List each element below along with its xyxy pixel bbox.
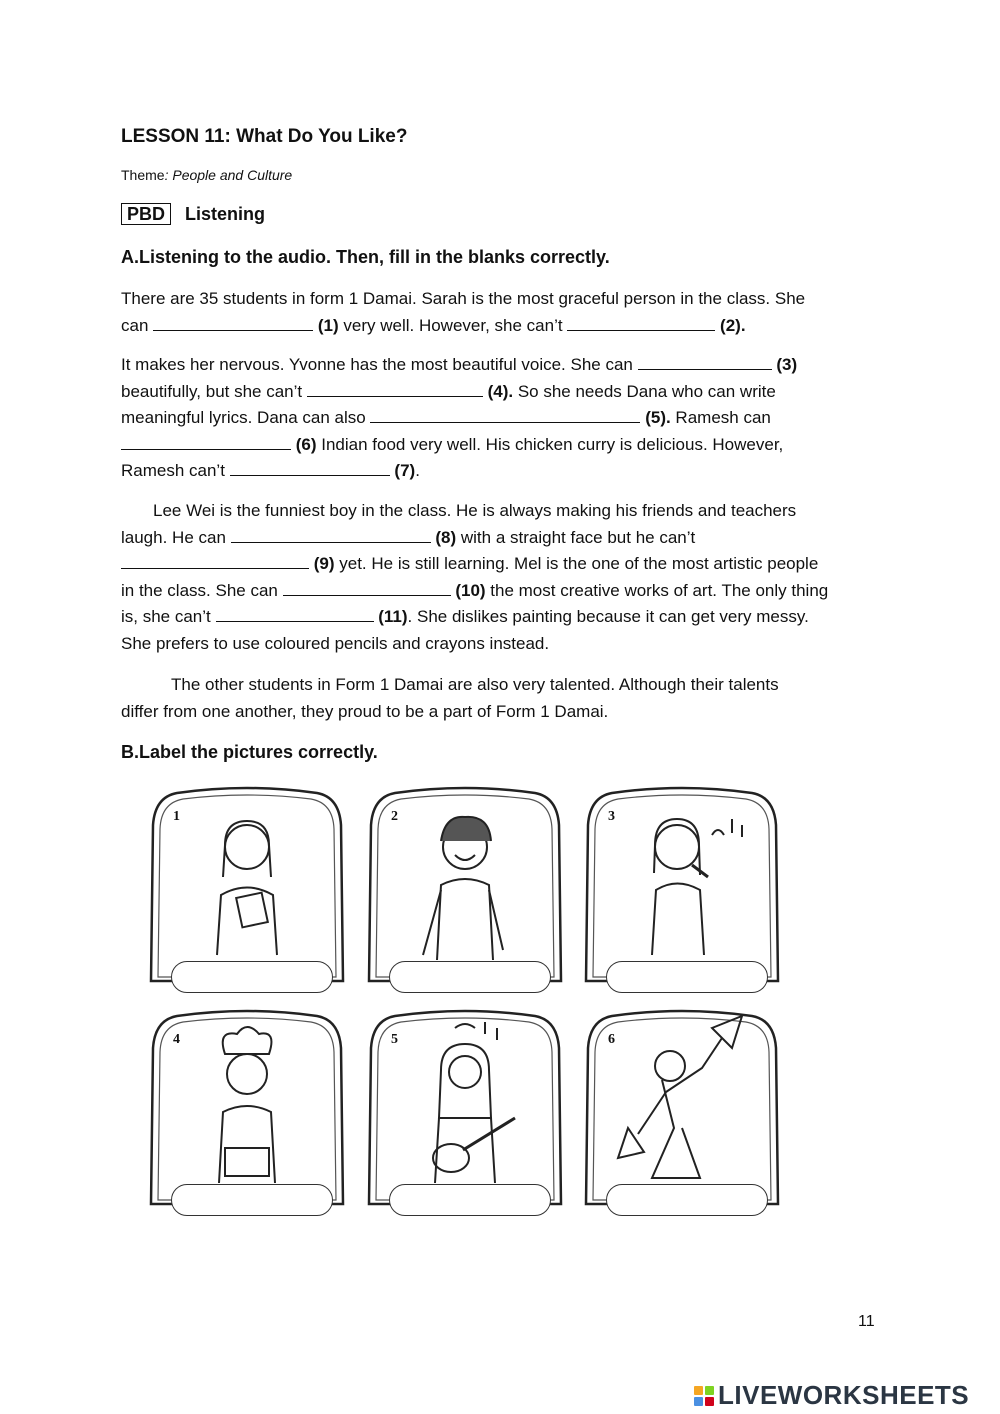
section-b-heading: B.Label the pictures correctly.: [121, 742, 378, 762]
text-fragment: in the class. She can: [121, 580, 283, 600]
blank-number: (5).: [645, 408, 671, 428]
blank-number: (8): [435, 527, 457, 547]
theme-value: : People and Culture: [164, 167, 293, 183]
picture-frame-2: [365, 785, 565, 999]
blank-11-input[interactable]: [216, 607, 374, 622]
text-fragment: meaningful lyrics. Dana can also: [121, 408, 371, 428]
lesson-theme: [121, 167, 292, 183]
text-fragment: Ramesh can’t: [121, 461, 230, 481]
blank-6-input[interactable]: [121, 435, 291, 450]
theme-label: Theme: [121, 167, 165, 183]
text-fragment: .: [415, 461, 420, 481]
blank-5-input[interactable]: [370, 408, 640, 423]
blank-number: (3): [776, 355, 798, 374]
page-number: 11: [858, 1313, 875, 1330]
skill-label: Listening: [185, 203, 266, 224]
blank-9-input[interactable]: [121, 554, 309, 569]
picture-number: 5: [391, 1032, 398, 1047]
text-fragment: the most creative works of art. The only thing: [485, 580, 829, 600]
lesson-title: LESSON 11: What Do You Like?: [121, 126, 408, 147]
blank-number: (2).: [720, 315, 746, 335]
blank-number: (11): [378, 607, 408, 627]
pbd-badge: PBD: [121, 203, 171, 225]
text-fragment: The other students in Form 1 Damai are also very talented. Although their talents: [171, 675, 779, 694]
blank-4-input[interactable]: [307, 382, 483, 397]
paragraph-4: [121, 672, 881, 725]
text-fragment: beautifully, but she can’t: [121, 381, 307, 401]
blank-number: (4).: [487, 381, 514, 401]
picture-frame-4: [147, 1008, 347, 1222]
text-fragment: Ramesh can: [670, 408, 771, 428]
text-fragment: very well. However, she can’t: [338, 315, 568, 335]
text-fragment: laugh. He can: [121, 527, 231, 547]
picture-number: 4: [173, 1032, 180, 1047]
picture-number: 1: [173, 809, 180, 824]
picture-1-label-input[interactable]: [171, 961, 333, 993]
blank-10-input[interactable]: [283, 581, 451, 596]
picture-number: 2: [391, 809, 398, 824]
picture-5-label-input[interactable]: [389, 1184, 551, 1216]
text-line: There are 35 students in form 1 Damai. Sarah is the most graceful person in the class. She: [121, 289, 806, 308]
blank-8-input[interactable]: [231, 528, 431, 543]
text-fragment: . She dislikes painting because it can get very messy.: [407, 607, 809, 627]
text-fragment: differ from one another, they proud to be a part of Form 1 Damai.: [121, 701, 609, 721]
paragraph-2: [121, 352, 881, 485]
text-fragment: She prefers to use coloured pencils and crayons instead.: [121, 633, 550, 653]
brand-logo: [694, 1380, 969, 1411]
text-fragment: Lee Wei is the funniest boy in the class. He is always making his friends and teachers: [153, 501, 797, 520]
blank-number: (10): [455, 580, 486, 600]
brand-icon: [694, 1386, 714, 1406]
picture-number: 6: [608, 1032, 615, 1047]
blank-number: (7): [394, 461, 416, 481]
blank-3-input[interactable]: [638, 355, 772, 370]
picture-frame-6: [582, 1008, 782, 1222]
text-fragment: can: [121, 315, 154, 335]
blank-number: (9): [313, 554, 335, 574]
text-fragment: with a straight face but he can’t: [456, 527, 696, 547]
text-fragment: yet. He is still learning. Mel is the one of the most artistic people: [334, 554, 819, 574]
text-fragment: It makes her nervous. Yvonne has the most beautiful voice. She can: [121, 355, 638, 374]
paragraph-3: [121, 498, 881, 658]
picture-6-label-input[interactable]: [606, 1184, 768, 1216]
blank-7-input[interactable]: [230, 461, 390, 476]
text-fragment: Indian food very well. His chicken curry is delicious. However,: [316, 434, 784, 454]
brand-text: LIVEWORKSHEETS: [718, 1380, 970, 1410]
picture-number: 3: [608, 809, 615, 824]
picture-2-label-input[interactable]: [389, 961, 551, 993]
section-a-heading: A.Listening to the audio. Then, fill in the blanks correctly.: [121, 247, 610, 267]
picture-4-label-input[interactable]: [171, 1184, 333, 1216]
blank-number: (1): [317, 315, 339, 335]
text-fragment: is, she can’t: [121, 607, 216, 627]
picture-frame-1: [147, 785, 347, 999]
blank-1-input[interactable]: [153, 316, 313, 331]
text-fragment: So she needs Dana who can write: [513, 381, 776, 401]
paragraph-1: [121, 286, 881, 339]
picture-3-label-input[interactable]: [606, 961, 768, 993]
picture-frame-5: [365, 1008, 565, 1222]
skill-row: [121, 203, 265, 225]
blank-number: (6): [295, 434, 317, 454]
blank-2-input[interactable]: [567, 316, 715, 331]
picture-frame-3: [582, 785, 782, 999]
